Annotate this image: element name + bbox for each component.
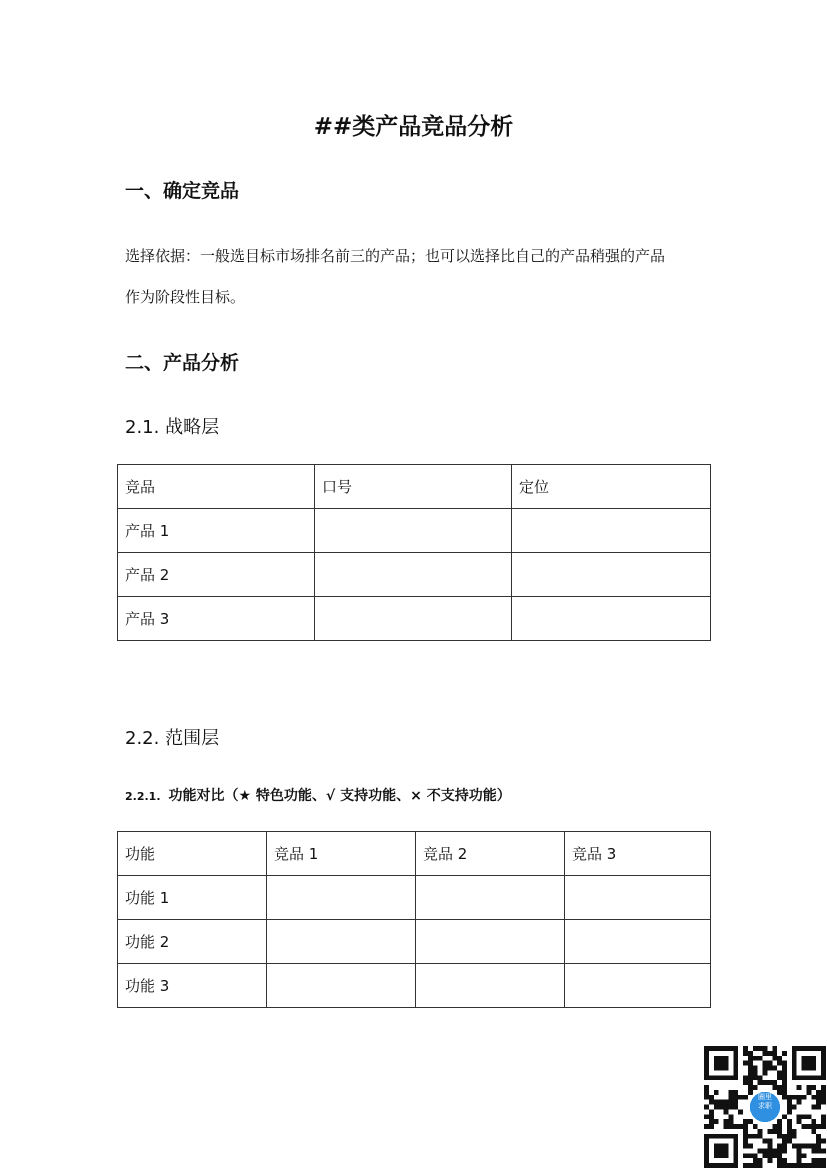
qr-module xyxy=(821,1139,826,1144)
qr-module xyxy=(782,1095,787,1100)
qr-module xyxy=(777,1153,782,1158)
qr-module xyxy=(753,1153,758,1158)
qr-module xyxy=(772,1129,777,1134)
qr-module xyxy=(797,1100,802,1105)
qr-module xyxy=(777,1124,782,1129)
qr-module xyxy=(724,1100,729,1105)
qr-module xyxy=(811,1163,816,1168)
qr-module xyxy=(816,1095,821,1100)
qr-module xyxy=(777,1075,782,1080)
qr-module xyxy=(709,1109,714,1114)
feature-compare-title: 功能对比（★ 特色功能、√ 支持功能、× 不支持功能） xyxy=(168,788,511,804)
table-header-row xyxy=(118,832,711,876)
strategy-table xyxy=(117,464,711,641)
qr-module xyxy=(743,1139,748,1144)
qr-module xyxy=(748,1163,753,1168)
qr-module xyxy=(821,1124,826,1129)
qr-module xyxy=(743,1163,748,1168)
table-header-cell: 竞品 3 xyxy=(565,832,711,876)
qr-module xyxy=(821,1158,826,1163)
qr-module xyxy=(758,1158,763,1163)
qr-module xyxy=(787,1119,792,1124)
qr-module xyxy=(777,1061,782,1066)
qr-module xyxy=(802,1144,807,1149)
table-cell xyxy=(416,964,565,1008)
qr-module xyxy=(767,1066,772,1071)
table-header-cell: 竞品 xyxy=(118,465,315,509)
qr-module xyxy=(733,1124,738,1129)
qr-module xyxy=(767,1158,772,1163)
qr-code xyxy=(704,1046,826,1168)
table-cell xyxy=(315,553,512,597)
qr-module xyxy=(758,1075,763,1080)
qr-module xyxy=(753,1070,758,1075)
qr-module xyxy=(704,1105,709,1110)
qr-module xyxy=(806,1085,811,1090)
qr-module xyxy=(763,1070,768,1075)
subsection-heading-strategy: 2.1. 战略层 xyxy=(125,417,220,438)
qr-module xyxy=(802,1163,807,1168)
qr-module xyxy=(806,1163,811,1168)
qr-module xyxy=(782,1148,787,1153)
qr-module xyxy=(753,1124,758,1129)
qr-module xyxy=(772,1085,777,1090)
qr-module xyxy=(748,1134,753,1139)
section-heading-determine-competitors: 一、确定竞品 xyxy=(125,180,240,202)
qr-module xyxy=(709,1114,714,1119)
qr-module xyxy=(763,1046,768,1051)
qr-module xyxy=(743,1080,748,1085)
qr-module xyxy=(763,1148,768,1153)
table-cell xyxy=(315,509,512,553)
qr-module xyxy=(743,1129,748,1134)
qr-module xyxy=(777,1158,782,1163)
table-row xyxy=(118,509,711,553)
qr-module xyxy=(821,1119,826,1124)
qr-module xyxy=(787,1139,792,1144)
qr-module xyxy=(816,1134,821,1139)
qr-module xyxy=(782,1090,787,1095)
qr-module xyxy=(782,1066,787,1071)
qr-module xyxy=(767,1153,772,1158)
qr-module xyxy=(753,1158,758,1163)
qr-module xyxy=(728,1090,733,1095)
table-cell xyxy=(267,964,416,1008)
table-cell xyxy=(416,920,565,964)
qr-module xyxy=(748,1144,753,1149)
paragraph-selection-basis-line1: 选择依据：一般选目标市场排名前三的产品；也可以选择比自己的产品稍强的产品 xyxy=(125,247,666,265)
qr-module xyxy=(772,1046,777,1051)
table-header-cell: 功能 xyxy=(118,832,267,876)
qr-module xyxy=(816,1163,821,1168)
qr-module xyxy=(743,1124,748,1129)
qr-module xyxy=(743,1075,748,1080)
qr-module xyxy=(821,1090,826,1095)
qr-module xyxy=(777,1163,782,1168)
qr-module xyxy=(821,1163,826,1168)
qr-module xyxy=(748,1061,753,1066)
qr-module xyxy=(748,1080,753,1085)
section-heading-product-analysis: 二、产品分析 xyxy=(125,352,240,374)
qr-module xyxy=(719,1105,724,1110)
qr-module xyxy=(758,1129,763,1134)
qr-module xyxy=(782,1139,787,1144)
qr-module xyxy=(733,1090,738,1095)
table-cell xyxy=(565,876,711,920)
qr-module xyxy=(772,1153,777,1158)
qr-module xyxy=(792,1163,797,1168)
qr-module xyxy=(792,1095,797,1100)
qr-module xyxy=(728,1124,733,1129)
qr-module xyxy=(811,1148,816,1153)
table-header-cell: 口号 xyxy=(315,465,512,509)
qr-badge-label xyxy=(748,1093,782,1111)
qr-module xyxy=(811,1129,816,1134)
table-row xyxy=(118,876,711,920)
qr-module xyxy=(748,1119,753,1124)
qr-module xyxy=(792,1134,797,1139)
qr-module xyxy=(821,1148,826,1153)
qr-module xyxy=(787,1163,792,1168)
qr-module xyxy=(797,1095,802,1100)
table-cell: 产品 3 xyxy=(118,597,315,641)
qr-module xyxy=(821,1100,826,1105)
qr-module xyxy=(811,1085,816,1090)
qr-module xyxy=(714,1090,719,1095)
table-cell xyxy=(267,876,416,920)
table-cell xyxy=(565,920,711,964)
subsection-heading-scope: 2.2. 范围层 xyxy=(125,728,220,749)
qr-module xyxy=(787,1095,792,1100)
qr-module xyxy=(724,1105,729,1110)
qr-module xyxy=(728,1114,733,1119)
qr-module xyxy=(753,1066,758,1071)
qr-module xyxy=(782,1163,787,1168)
qr-module xyxy=(733,1105,738,1110)
qr-module xyxy=(787,1109,792,1114)
qr-module xyxy=(753,1056,758,1061)
qr-module xyxy=(753,1134,758,1139)
qr-module xyxy=(767,1061,772,1066)
qr-module xyxy=(821,1085,826,1090)
qr-module xyxy=(806,1144,811,1149)
qr-module xyxy=(777,1085,782,1090)
table-cell: 功能 1 xyxy=(118,876,267,920)
qr-module xyxy=(821,1114,826,1119)
qr-module xyxy=(797,1153,802,1158)
qr-module xyxy=(753,1075,758,1080)
qr-module xyxy=(782,1070,787,1075)
paragraph-selection-basis-line2: 作为阶段性目标。 xyxy=(125,288,246,306)
qr-module xyxy=(753,1046,758,1051)
qr-module xyxy=(802,1095,807,1100)
qr-module xyxy=(777,1070,782,1075)
qr-module xyxy=(748,1066,753,1071)
table-row xyxy=(118,553,711,597)
qr-module xyxy=(763,1139,768,1144)
qr-module xyxy=(748,1153,753,1158)
qr-module xyxy=(811,1158,816,1163)
qr-module xyxy=(767,1144,772,1149)
qr-module xyxy=(772,1148,777,1153)
table-cell xyxy=(315,597,512,641)
table-header-cell: 定位 xyxy=(512,465,711,509)
qr-module xyxy=(811,1144,816,1149)
qr-module xyxy=(792,1105,797,1110)
table-cell: 产品 2 xyxy=(118,553,315,597)
qr-module xyxy=(758,1046,763,1051)
qr-module xyxy=(728,1119,733,1124)
qr-module xyxy=(782,1051,787,1056)
qr-module xyxy=(738,1124,743,1129)
qr-module xyxy=(806,1124,811,1129)
qr-module xyxy=(767,1080,772,1085)
qr-module xyxy=(777,1144,782,1149)
qr-module xyxy=(758,1080,763,1085)
qr-module xyxy=(743,1119,748,1124)
qr-module xyxy=(772,1056,777,1061)
qr-module xyxy=(777,1134,782,1139)
qr-module xyxy=(816,1139,821,1144)
qr-module xyxy=(719,1100,724,1105)
feature-compare-number: 2.2.1. xyxy=(125,790,161,803)
qr-module xyxy=(748,1085,753,1090)
table-cell xyxy=(416,876,565,920)
qr-module xyxy=(767,1148,772,1153)
table-row xyxy=(118,920,711,964)
qr-module xyxy=(704,1095,709,1100)
qr-module xyxy=(777,1129,782,1134)
qr-module xyxy=(767,1129,772,1134)
qr-module xyxy=(743,1144,748,1149)
qr-module xyxy=(782,1114,787,1119)
qr-module xyxy=(797,1119,802,1124)
qr-module xyxy=(748,1075,753,1080)
qr-module xyxy=(782,1144,787,1149)
table-cell: 功能 2 xyxy=(118,920,267,964)
qr-module xyxy=(797,1158,802,1163)
qr-module xyxy=(704,1114,709,1119)
qr-module xyxy=(797,1114,802,1119)
qr-module xyxy=(758,1163,763,1168)
qr-module xyxy=(802,1124,807,1129)
feature-compare-table xyxy=(117,831,711,1008)
table-cell: 产品 1 xyxy=(118,509,315,553)
qr-module xyxy=(787,1105,792,1110)
qr-module xyxy=(758,1134,763,1139)
qr-module xyxy=(797,1148,802,1153)
qr-module xyxy=(763,1080,768,1085)
qr-module xyxy=(816,1100,821,1105)
table-cell xyxy=(512,597,711,641)
qr-module xyxy=(767,1139,772,1144)
qr-module xyxy=(792,1129,797,1134)
qr-module xyxy=(816,1158,821,1163)
qr-module xyxy=(748,1056,753,1061)
qr-module xyxy=(777,1056,782,1061)
qr-module xyxy=(782,1080,787,1085)
qr-module xyxy=(811,1095,816,1100)
qr-module xyxy=(738,1095,743,1100)
table-row xyxy=(118,964,711,1008)
qr-module xyxy=(709,1119,714,1124)
qr-module xyxy=(811,1124,816,1129)
qr-module xyxy=(777,1119,782,1124)
table-cell xyxy=(267,920,416,964)
qr-module xyxy=(743,1134,748,1139)
qr-module xyxy=(758,1056,763,1061)
qr-module xyxy=(802,1114,807,1119)
feature-compare-heading xyxy=(125,786,511,807)
qr-module xyxy=(792,1144,797,1149)
table-header-cell: 竞品 1 xyxy=(267,832,416,876)
qr-module xyxy=(733,1095,738,1100)
qr-module xyxy=(772,1080,777,1085)
qr-module xyxy=(704,1124,709,1129)
qr-module xyxy=(816,1090,821,1095)
qr-module xyxy=(787,1134,792,1139)
qr-module xyxy=(772,1051,777,1056)
table-cell: 功能 3 xyxy=(118,964,267,1008)
table-header-cell: 竞品 2 xyxy=(416,832,565,876)
qr-module xyxy=(782,1061,787,1066)
qr-module xyxy=(797,1085,802,1090)
qr-module xyxy=(728,1095,733,1100)
qr-module xyxy=(738,1109,743,1114)
qr-module xyxy=(782,1085,787,1090)
qr-module xyxy=(724,1109,729,1114)
qr-module xyxy=(811,1119,816,1124)
qr-module xyxy=(806,1114,811,1119)
qr-module xyxy=(758,1148,763,1153)
qr-module xyxy=(704,1090,709,1095)
qr-module xyxy=(816,1148,821,1153)
qr-module xyxy=(782,1158,787,1163)
qr-module xyxy=(743,1061,748,1066)
qr-module xyxy=(748,1051,753,1056)
qr-module xyxy=(753,1163,758,1168)
qr-module xyxy=(714,1105,719,1110)
table-header-row xyxy=(118,465,711,509)
qr-module xyxy=(724,1119,729,1124)
table-row xyxy=(118,597,711,641)
qr-module xyxy=(767,1051,772,1056)
qr-module xyxy=(777,1148,782,1153)
qr-module xyxy=(743,1153,748,1158)
qr-module xyxy=(733,1100,738,1105)
qr-module xyxy=(763,1051,768,1056)
document-title: ##类产品竞品分析 xyxy=(313,114,514,140)
qr-module xyxy=(763,1061,768,1066)
qr-module xyxy=(709,1124,714,1129)
qr-module xyxy=(787,1124,792,1129)
table-cell xyxy=(512,553,711,597)
qr-module xyxy=(806,1090,811,1095)
table-cell xyxy=(565,964,711,1008)
qr-module xyxy=(787,1100,792,1105)
qr-module xyxy=(743,1051,748,1056)
qr-module xyxy=(743,1046,748,1051)
qr-module xyxy=(714,1100,719,1105)
qr-module xyxy=(704,1085,709,1090)
qr-module xyxy=(811,1105,816,1110)
qr-module xyxy=(816,1144,821,1149)
qr-badge-line1: 圈里 xyxy=(758,1093,772,1101)
qr-module xyxy=(782,1134,787,1139)
qr-module xyxy=(709,1095,714,1100)
qr-module xyxy=(772,1124,777,1129)
qr-module xyxy=(797,1163,802,1168)
qr-module xyxy=(709,1100,714,1105)
qr-module xyxy=(802,1153,807,1158)
qr-module xyxy=(724,1124,729,1129)
qr-module xyxy=(763,1066,768,1071)
table-cell xyxy=(512,509,711,553)
qr-module xyxy=(816,1105,821,1110)
qr-module xyxy=(816,1124,821,1129)
qr-module xyxy=(728,1105,733,1110)
qr-module xyxy=(748,1070,753,1075)
qr-module xyxy=(763,1153,768,1158)
qr-module xyxy=(787,1129,792,1134)
qr-module xyxy=(782,1075,787,1080)
qr-module xyxy=(753,1085,758,1090)
qr-module xyxy=(714,1119,719,1124)
qr-module xyxy=(797,1144,802,1149)
qr-badge-line2: 求职 xyxy=(758,1102,772,1110)
qr-module xyxy=(772,1066,777,1071)
qr-module xyxy=(821,1095,826,1100)
qr-module xyxy=(728,1100,733,1105)
